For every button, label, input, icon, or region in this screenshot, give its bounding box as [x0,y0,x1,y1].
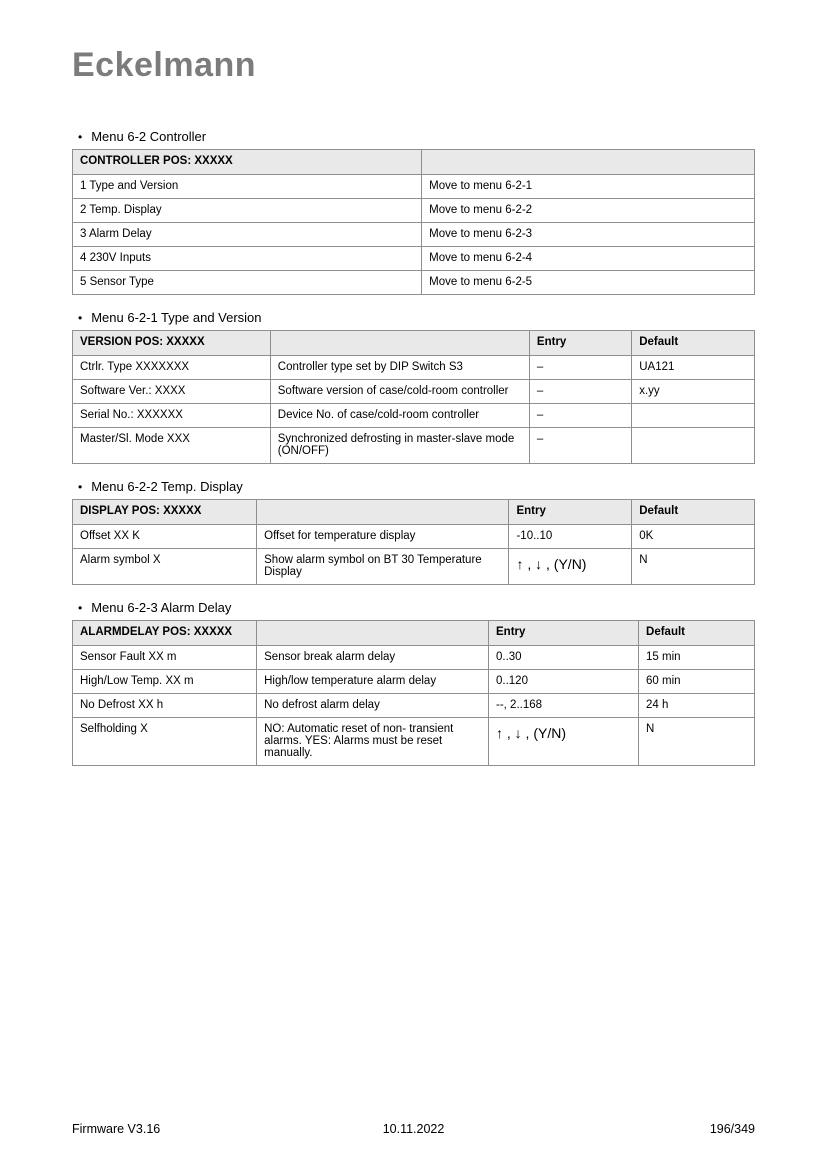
bullet-icon: • [78,601,83,615]
table-cell: 0K [632,525,755,549]
table-cell: 0..120 [489,670,639,694]
table-cell: Synchronized defrosting in master-slave mode (ON/OFF) [270,428,529,464]
table-header-row [73,150,755,175]
bullet-icon: • [78,130,83,144]
table-header-cell: Entry [489,621,639,646]
table-row [73,428,755,464]
table-cell: 5 Sensor Type [73,271,422,295]
bullet-icon: • [78,480,83,494]
table-row [73,549,755,585]
table-row [73,199,755,223]
table-header-row [73,331,755,356]
eckelmann-logo: Eckelmann [72,46,257,84]
table-header-cell [257,621,489,646]
table-cell: Alarm symbol X [73,549,257,585]
footer-page-number: 196/349 [709,1122,756,1136]
table-cell: 15 min [639,646,755,670]
table-header-row [73,500,755,525]
table-cell: Sensor break alarm delay [257,646,489,670]
table-header-cell: Entry [509,500,632,525]
footer-firmware-version: Firmware V3.16 [72,1122,161,1136]
table-cell: No Defrost XX h [73,694,257,718]
table-header-cell: CONTROLLER POS: XXXXX [73,150,422,175]
table-cell: Offset XX K [73,525,257,549]
table-cell: Serial No.: XXXXXX [73,404,271,428]
table-cell: 2 Temp. Display [73,199,422,223]
table-cell: High/Low Temp. XX m [73,670,257,694]
table-cell: – [529,428,631,464]
table-menu-6-2-1-version [72,330,755,464]
table-cell [632,428,755,464]
table-cell: --, 2..168 [489,694,639,718]
table-row [73,247,755,271]
table-header-cell [422,150,755,175]
table-row [73,718,755,766]
table-cell: -10..10 [509,525,632,549]
table-cell: UA121 [632,356,755,380]
table-cell: 0..30 [489,646,639,670]
section-title: Menu 6-2-2 Temp. Display [91,479,243,494]
table-cell: Sensor Fault XX m [73,646,257,670]
table-menu-6-2-3-alarmdelay [72,620,755,766]
table-cell: – [529,380,631,404]
page-content [72,129,755,766]
table-row [73,223,755,247]
table-row [73,404,755,428]
section-title: Menu 6-2-3 Alarm Delay [91,600,232,615]
table-cell: Move to menu 6-2-2 [422,199,755,223]
table-menu-6-2-2-display [72,499,755,585]
table-cell: Software Ver.: XXXX [73,380,271,404]
table-cell: Move to menu 6-2-1 [422,175,755,199]
table-row [73,525,755,549]
section-heading-menu-6-2-3 [78,600,755,615]
table-header-cell [257,500,509,525]
table-cell-arrow-entry: ↑ , ↓ , (Y/N) [489,718,639,766]
table-row [73,646,755,670]
table-cell: Move to menu 6-2-4 [422,247,755,271]
table-cell: 3 Alarm Delay [73,223,422,247]
table-row [73,670,755,694]
table-header-cell: Default [632,500,755,525]
table-cell: 1 Type and Version [73,175,422,199]
table-menu-6-2-controller [72,149,755,295]
table-header-cell: VERSION POS: XXXXX [73,331,271,356]
table-row [73,175,755,199]
table-cell: NO: Automatic reset of non- transient alarms. YES: Alarms must be reset manually. [257,718,489,766]
table-cell: 4 230V Inputs [73,247,422,271]
table-header-cell: ALARMDELAY POS: XXXXX [73,621,257,646]
table-cell: N [639,718,755,766]
table-header-cell [270,331,529,356]
table-header-cell: Default [632,331,755,356]
table-header-cell: Entry [529,331,631,356]
table-cell [632,404,755,428]
table-cell: Selfholding X [73,718,257,766]
section-title: Menu 6-2-1 Type and Version [91,310,262,325]
section-heading-menu-6-2-2 [78,479,755,494]
footer-date: 10.11.2022 [382,1122,445,1136]
table-cell: 60 min [639,670,755,694]
table-cell: Show alarm symbol on BT 30 Temperature Display [257,549,509,585]
table-cell: N [632,549,755,585]
table-cell-arrow-entry: ↑ , ↓ , (Y/N) [509,549,632,585]
table-cell: – [529,404,631,428]
table-header-row [73,621,755,646]
bullet-icon: • [78,311,83,325]
table-cell: Ctrlr. Type XXXXXXX [73,356,271,380]
table-cell: Software version of case/cold-room controller [270,380,529,404]
table-cell: – [529,356,631,380]
page-footer [72,1122,755,1136]
table-cell: Move to menu 6-2-3 [422,223,755,247]
table-cell: Device No. of case/cold-room controller [270,404,529,428]
table-cell: Master/Sl. Mode XXX [73,428,271,464]
table-header-cell: DISPLAY POS: XXXXX [73,500,257,525]
table-cell: Move to menu 6-2-5 [422,271,755,295]
table-cell: No defrost alarm delay [257,694,489,718]
table-cell: x.yy [632,380,755,404]
table-cell: 24 h [639,694,755,718]
section-title: Menu 6-2 Controller [91,129,207,144]
table-row [73,694,755,718]
section-heading-menu-6-2-1 [78,310,755,325]
table-row [73,356,755,380]
section-heading-menu-6-2 [78,129,755,144]
table-cell: Offset for temperature display [257,525,509,549]
table-cell: High/low temperature alarm delay [257,670,489,694]
table-row [73,380,755,404]
table-cell: Controller type set by DIP Switch S3 [270,356,529,380]
table-row [73,271,755,295]
table-header-cell: Default [639,621,755,646]
